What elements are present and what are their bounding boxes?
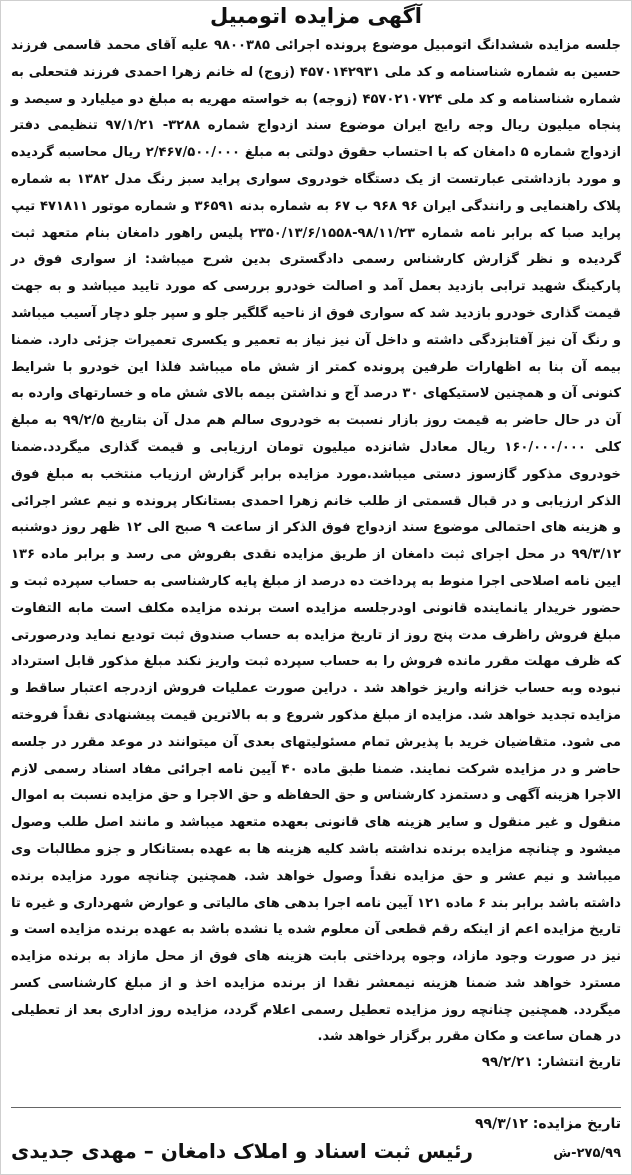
notice-body: جلسه مزایده ششدانگ اتومبیل موضوع پرونده اجرائی ۹۸۰۰۳۸۵ علیه آقای محمد قاسمی فرزند حسین به شماره شناسنامه و کد ملی ۴۵۷۰۱۴۲۹۳۱ (زوج) له خانم زهرا احمدی فرزند فتحعلی به شماره شناسنامه و کد ملی ۴۵۷۰۲۱۰۷۲۴ (زوجه) به خواسته مهریه به مبلغ دو میلیارد و سیصد و پنجاه میلیون ریال وجه رایج ایران موضوع سند ازدواج شماره ۳۲۸۸- ۹۷/۱/۲۱ تنظیمی دفتر ازدواج شماره ۵ دامغان که با احتساب حقوق دولتی به مبلغ ۲/۴۶۷/۵۰۰/۰۰۰ ریال محاسبه گردیده و مورد بازداشتی عبارتست از یک دستگاه خودروی سواری پراید سبز رنگ مدل ۱۳۸۲ به شماره پلاک راهنمایی و رانندگی ایران ۹۶ ۹۶۸ ب ۶۷ به شماره بدنه ۳۶۵۹۱ و شماره موتور ۴۷۱۸۱۱ تیپ پراید صبا که برابر نامه شماره ۹۸/۱۱/۲۳-۲۳۵۰/۱۳/۶/۱۵۵۸ پلیس راهور دامغان بنام متعهد ثبت گردیده و نظر گزارش کارشناس رسمی دادگستری بدین شرح میباشد: از سواری فوق در پارکینگ شهید ترابی بازدید بعمل آمد و اصالت خودرو بررسی که مورد تایید میباشد و به جهت قیمت گذاری خودرو بازدید شد که سواری فوق از ناحیه گلگیر جلو و سپر جلو دچار آسیب میباشد و رنگ آن نیز آفتابزدگی داشته و داخل آن نیز نیاز به تعمیر و یکسری تعمیرات جزئی دارد. ضمنا بیمه آن بنا به اظهارات طرفین پرونده کمتر از شش ماه میباشد فلذا این خودرو با شرایط کنونی آن و همچنین لاستیکهای ۳۰ درصد آج و نداشتن بیمه بالای شش ماه و خسارتهای وارده به آن در حال حاضر به قیمت روز بازار نسبت به خودروی سالم هم مدل آن بتاریخ ۹۹/۲/۵ به مبلغ کلی ۱۶۰/۰۰۰/۰۰۰ ریال معادل شانزده میلیون تومان ارزیابی و قیمت گذاری میگردد.ضمنا خودروی مذکور گازسوز دستی میباشد.مورد مزایده برابر گزارش ارزیاب منتخب به مبلغ فوق الذکر ارزیابی و در قبال قسمتی از طلب خانم زهرا احمدی بستانکار پرونده و نیم عشر اجرائی و هزینه های احتمالی موضوع سند ازدواج فوق الذکر از ساعت ۹ صبح الی ۱۲ ظهر روز دوشنبه ۹۹/۳/۱۲ در محل اجرای ثبت دامغان از طریق مزایده نقدی بفروش می رسد و برابر ماده ۱۳۶ ایین نامه اصلاحی اجرا منوط به پرداخت ده درصد از مبلغ پایه کارشناسی به حساب سپرده ثبت و حضور خریدار یانماینده قانونی اودرجلسه مزایده است برنده مزایده مکلف است مابه التفاوت مبلغ فروش راظرف مدت پنج روز از تاریخ مزایده به حساب صندوق ثبت تودیع نماید ودرصورتی که ظرف مهلت مقرر مانده فروش را به حساب سپرده ثبت واریز نکند مبلغ مذکور قابل استرداد نبوده وبه حساب خزانه واریز خواهد شد . دراین صورت عملیات فروش ازدرجه اعتبار ساقط و مزایده تجدید خواهد شد. مزایده از مبلغ مذکور شروع و به بالاترین قیمت پیشنهادی نقداً فروخته می شود. متقاضیان خرید با پذیرش تمام مسئولیتهای بعدی آن میتوانند در موعد مقرر در جلسه حاضر و در مزایده شرکت نمایند. ضمنا طبق ماده ۴۰ آیین نامه اجرائی مفاد اسناد رسمی لازم الاجرا هزینه آگهی و دستمزد کارشناس و حق الحفاظه و حق الاجرا و حق مزایده نسبت به اموال منقول و غیر منقول و سایر هزینه های قانونی بعهده متعهد میباشد و مانند اصل طلب وصول میشود و چنانچه مزایده برنده نداشته باشد کلیه هزینه ها به عهده بستانکار و جزو مطالبات وی میباشد و نیم عشر و حق مزایده نقداً وصول خواهد شد. همچنین چنانچه مورد مزایده برنده داشته باشد برابر بند ۶ ماده ۱۲۱ آیین نامه اجرا بدهی های مالیاتی و عوارض شهرداری و غیره تا تاریخ مزایده اعم از اینکه رقم قطعی آن معلوم شده یا نشده باشد به عهده برنده مزایده است و نیز در صورت وجود مازاد، وجوه پرداختی بابت هزینه های فوق از محل مازاد به برنده مزایده مسترد خواهد شد ضمنا هزینه نیمعشر نقدا از برنده مزایده اخذ و از مبلغ کارشناسی کسر میگردد. همچنین چنانچه روز مزایده تعطیل رسمی اعلام گردد، مزایده روز اداری بعد از تعطیلی در همان ساعت و مکان مقرر برگزار خواهد شد. xyxy=(11,38,622,1045)
footer-row-bottom xyxy=(11,1136,621,1166)
notice-code: ۲۷۵/۹۹-ش xyxy=(553,1146,621,1161)
footer-divider xyxy=(11,1107,621,1108)
auction-date: تاریخ مزایده: ۹۹/۳/۱۲ xyxy=(474,1116,621,1132)
publication-date: تاریخ انتشار: ۹۹/۲/۲۱ xyxy=(481,1055,621,1071)
notice-footer xyxy=(11,1101,621,1166)
notice-title: آگهی مزایده اتومبیل xyxy=(210,4,422,28)
signature-line: رئیس ثبت اسناد و املاک دامغان – مهدی جدیدی xyxy=(11,1139,474,1163)
footer-row-top xyxy=(11,1112,621,1136)
